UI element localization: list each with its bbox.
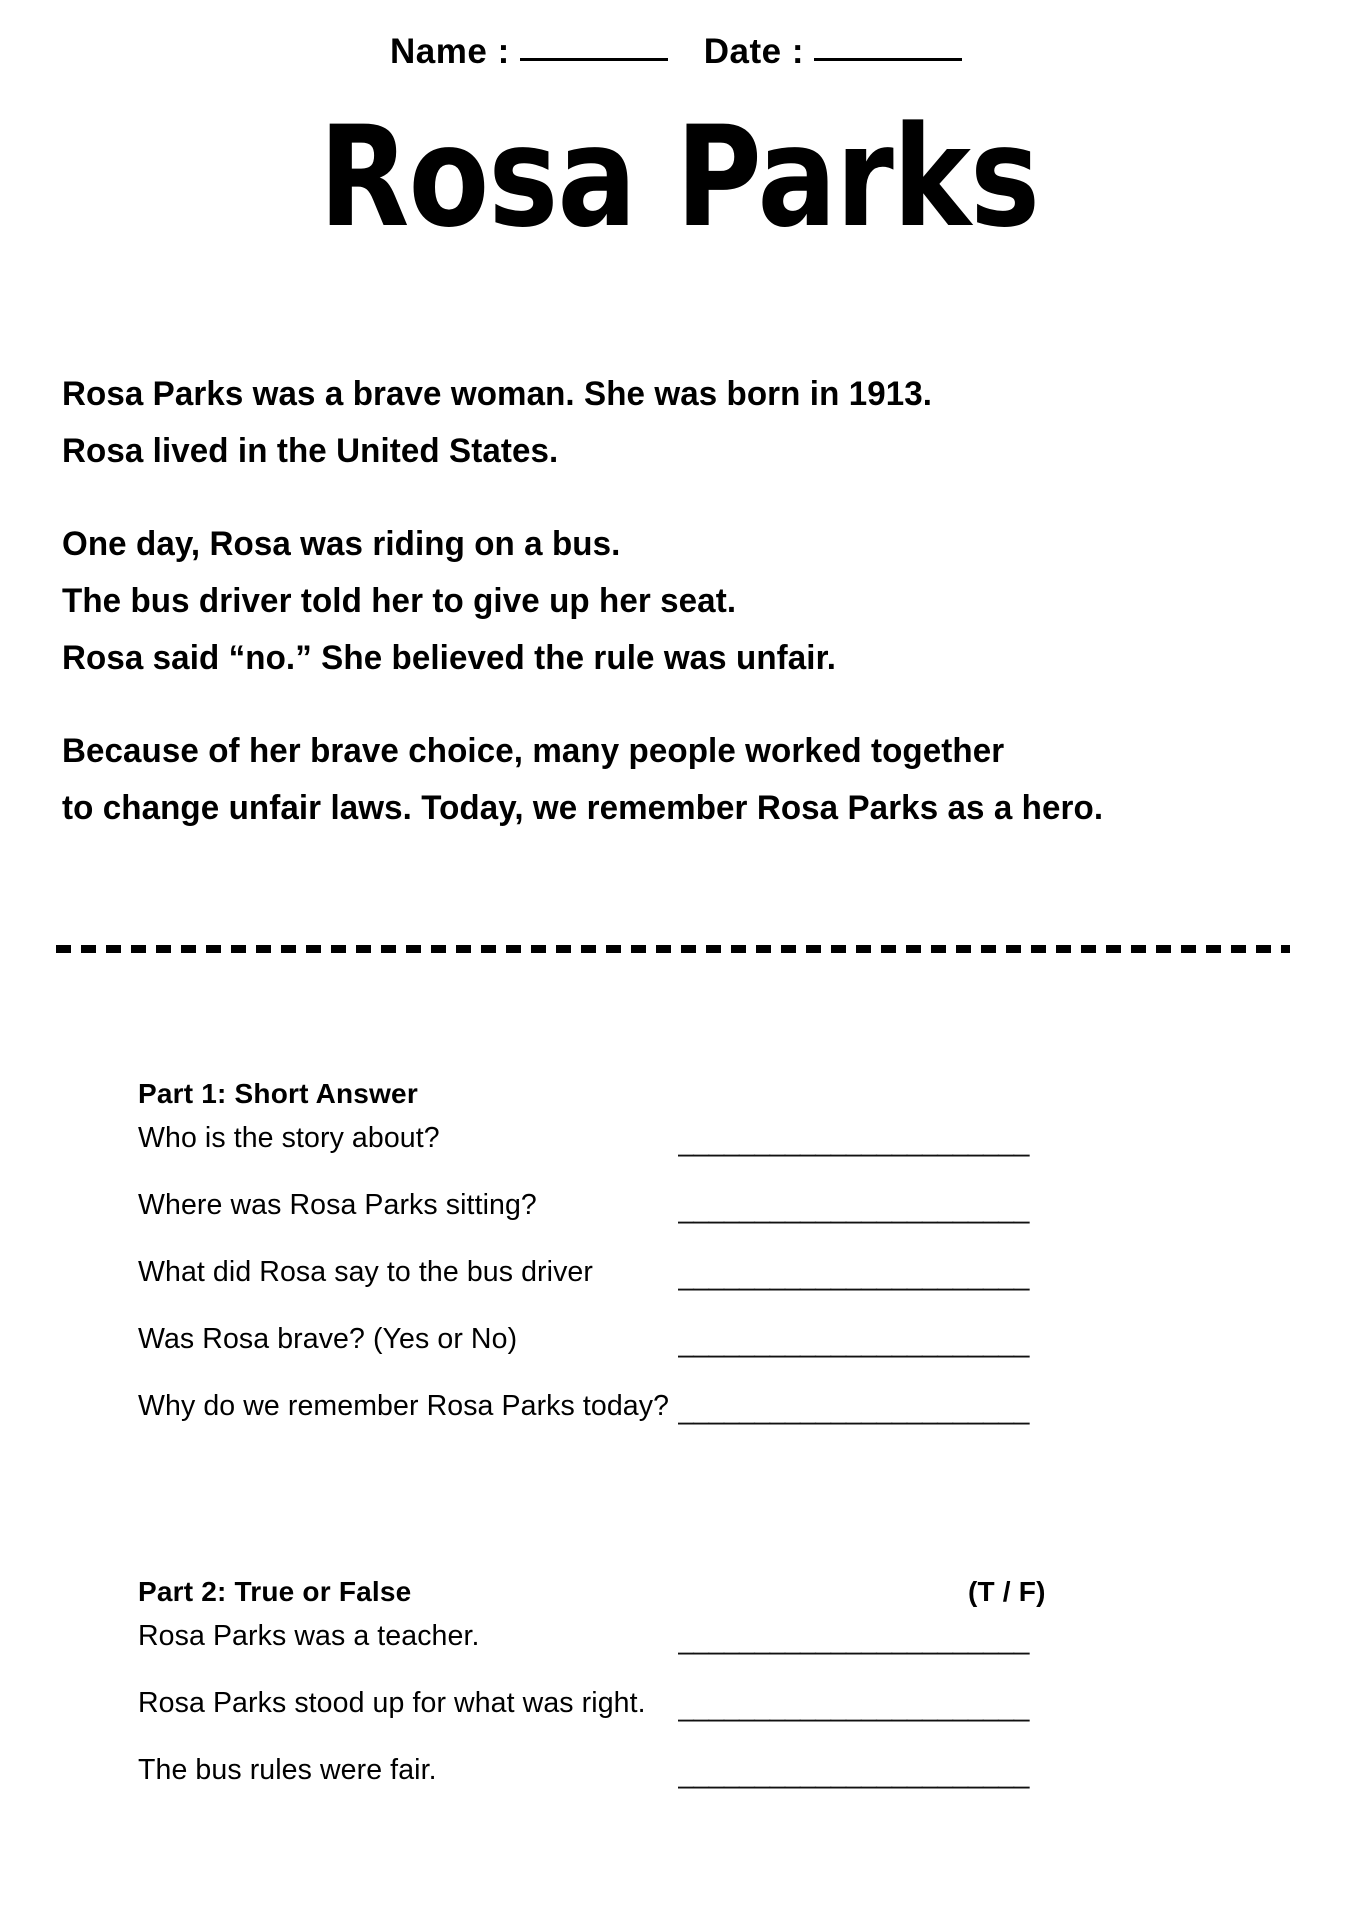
statement-text: The bus rules were fair. bbox=[138, 1754, 437, 1786]
statement-row bbox=[138, 1681, 1268, 1748]
name-label: Name : bbox=[390, 32, 510, 71]
story-line: One day, Rosa was riding on a bus. bbox=[62, 525, 621, 563]
part-1-section bbox=[138, 1078, 1268, 1451]
answer-blank-line[interactable]: _______________________ bbox=[678, 1126, 1029, 1158]
answer-blank-line[interactable]: _______________________ bbox=[678, 1327, 1029, 1359]
statement-text: Rosa Parks was a teacher. bbox=[138, 1620, 480, 1652]
statement-row bbox=[138, 1748, 1268, 1815]
story-line: Because of her brave choice, many people worked together bbox=[62, 732, 1005, 770]
question-text: What did Rosa say to the bus driver bbox=[138, 1256, 593, 1288]
name-blank-line[interactable] bbox=[520, 30, 668, 61]
statement-row bbox=[138, 1614, 1268, 1681]
question-row bbox=[138, 1183, 1268, 1250]
answer-blank-line[interactable]: _______________________ bbox=[678, 1260, 1029, 1292]
story-line: The bus driver told her to give up her seat. bbox=[62, 582, 737, 620]
answer-blank-line[interactable]: _______________________ bbox=[678, 1193, 1029, 1225]
date-label: Date : bbox=[703, 32, 804, 71]
answer-blank-line[interactable]: _______________________ bbox=[678, 1691, 1029, 1723]
story-paragraph bbox=[62, 516, 1262, 687]
question-row bbox=[138, 1250, 1268, 1317]
story-passage bbox=[62, 366, 1262, 837]
true-false-tag: (T / F) bbox=[968, 1576, 1046, 1607]
question-row bbox=[138, 1116, 1268, 1183]
statement-text: Rosa Parks stood up for what was right. bbox=[138, 1687, 646, 1719]
part-1-heading: Part 1: Short Answer bbox=[138, 1078, 418, 1109]
answer-blank-line[interactable]: _______________________ bbox=[678, 1758, 1029, 1790]
question-text: Was Rosa brave? (Yes or No) bbox=[138, 1323, 518, 1355]
story-paragraph bbox=[62, 366, 1262, 480]
question-row bbox=[138, 1384, 1268, 1451]
part-2-heading bbox=[138, 1576, 1268, 1614]
story-paragraph bbox=[62, 723, 1262, 837]
name-date-header bbox=[0, 30, 1358, 72]
question-text: Where was Rosa Parks sitting? bbox=[138, 1189, 537, 1221]
question-text: Who is the story about? bbox=[138, 1122, 440, 1154]
story-line: Rosa said “no.” She believed the rule was unfair. bbox=[62, 639, 837, 677]
answer-blank-line[interactable]: _______________________ bbox=[678, 1624, 1029, 1656]
part-2-heading-text: Part 2: True or False bbox=[138, 1576, 412, 1607]
date-blank-line[interactable] bbox=[814, 30, 962, 61]
story-line: Rosa Parks was a brave woman. She was born in 1913. bbox=[62, 375, 933, 413]
question-text: Why do we remember Rosa Parks today? bbox=[138, 1390, 670, 1422]
dashed-divider bbox=[56, 945, 1290, 953]
part-2-section bbox=[138, 1576, 1268, 1815]
story-line: to change unfair laws. Today, we remember Rosa Parks as a hero. bbox=[62, 789, 1104, 827]
page-title: Rosa Parks bbox=[318, 96, 1040, 258]
question-row bbox=[138, 1317, 1268, 1384]
story-line: Rosa lived in the United States. bbox=[62, 432, 559, 470]
answer-blank-line[interactable]: _______________________ bbox=[678, 1394, 1029, 1426]
